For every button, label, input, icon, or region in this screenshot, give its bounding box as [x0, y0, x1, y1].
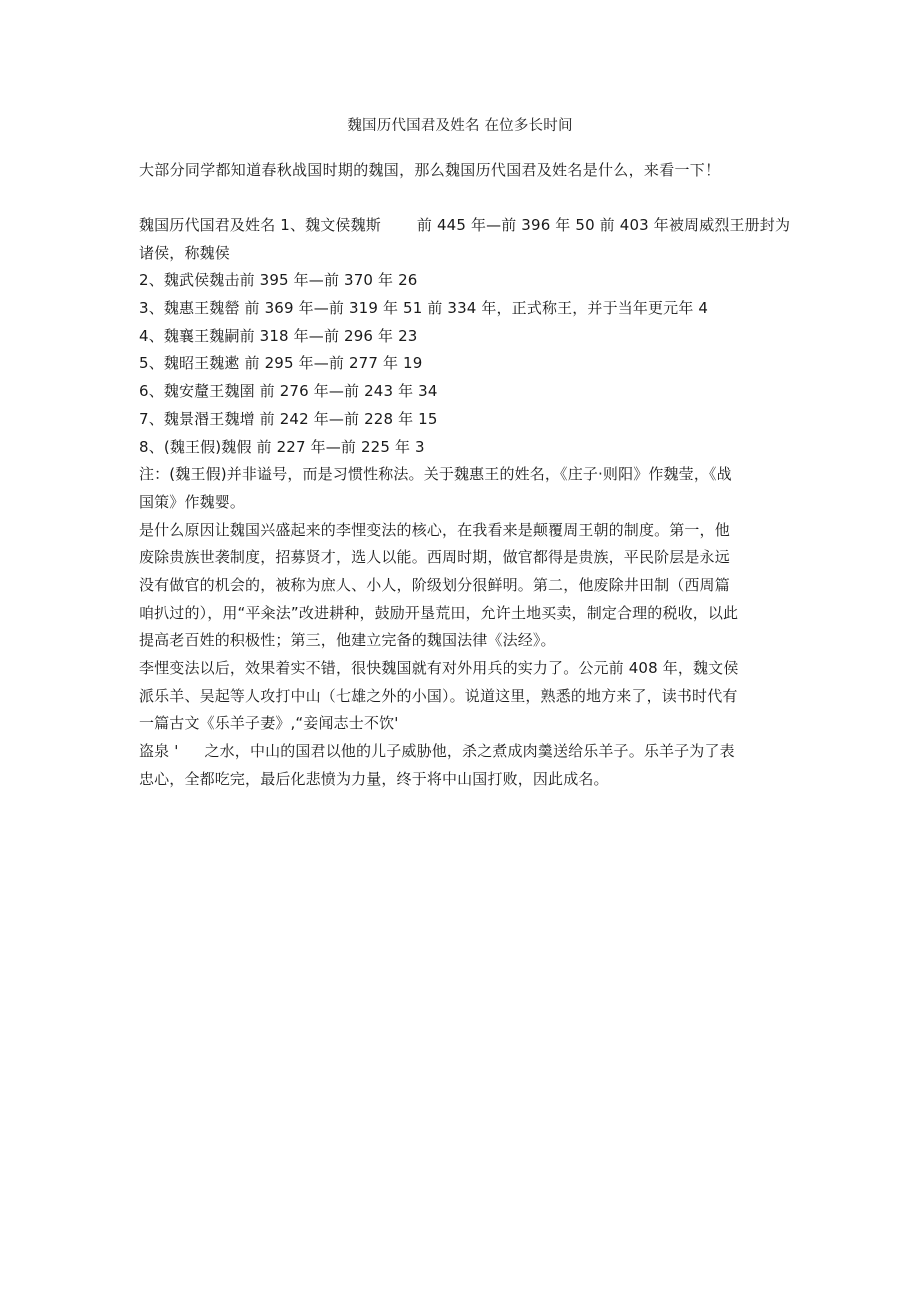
reform-paragraph-line-4: 咱扒过的），用“平籴法”改进耕种，鼓励开垦荒田，允许土地买卖，制定合理的税收，以此: [139, 603, 739, 622]
intro-paragraph: 大部分同学都知道春秋战国时期的魏国，那么魏国历代国君及姓名是什么，来看一下！: [139, 161, 721, 179]
ruler-line-4: 4、魏襄王魏嗣前 318 年—前 296 年 23: [139, 326, 418, 345]
story-line-4-start: 盗泉 ': [139, 742, 179, 761]
story-paragraph-line-2: 派乐羊、吴起等人攻打中山（七雄之外的小国）。说道这里，熟悉的地方来了，读书时代有: [139, 686, 738, 705]
ruler-line-7: 7、魏景湣王魏增 前 242 年—前 228 年 15: [139, 409, 438, 428]
ruler-line-1: [139, 212, 789, 240]
ruler-line-3: 3、魏惠王魏罃 前 369 年—前 319 年 51 前 334 年，正式称王，并于当年更元年 4: [139, 299, 709, 318]
ruler-line-6: 6、魏安釐王魏圉 前 276 年—前 243 年 34: [139, 382, 438, 401]
ruler-line-1-name: 魏国历代国君及姓名 1、魏文侯魏斯: [139, 216, 381, 234]
document-title: 魏国历代国君及姓名 在位多长时间: [347, 118, 573, 134]
ruler-line-1-reign: 前 445 年—前 396 年 50 前 403 年被周威烈王册封为: [416, 216, 791, 234]
ruler-line-2: 2、魏武侯魏击前 395 年—前 370 年 26: [139, 271, 418, 290]
story-paragraph-line-3: 一篇古文《乐羊子妻》,“妾闻志士不饮': [139, 714, 399, 733]
note-line-1: 注：(魏王假)并非谥号，而是习惯性称法。关于魏惠王的姓名，《庄子·则阳》作魏莹，《战: [139, 465, 732, 484]
document-body: [139, 212, 789, 793]
reform-paragraph-line-3: 没有做官的机会的，被称为庶人、小人，阶级划分很鲜明。第二，他废除井田制（西周篇: [139, 575, 730, 594]
story-line-4-rest: 之水，中山的国君以他的儿子威胁他，杀之煮成肉羹送给乐羊子。乐羊子为了表: [204, 742, 735, 761]
reform-paragraph-line-5: 提高老百姓的积极性；第三，他建立完备的魏国法律《法经》。: [139, 631, 556, 650]
ruler-line-1-cont: 诸侯，称魏侯: [139, 243, 230, 262]
story-paragraph-line-1: 李悝变法以后，效果着实不错，很快魏国就有对外用兵的实力了。公元前 408 年，魏文侯: [139, 659, 739, 677]
ruler-line-5: 5、魏昭王魏遬 前 295 年—前 277 年 19: [139, 354, 423, 373]
ruler-line-8: 8、(魏王假)魏假 前 227 年—前 225 年 3: [139, 437, 425, 456]
story-paragraph-line-4: [139, 738, 789, 766]
story-paragraph-line-5: 忠心，全都吃完，最后化悲愤为力量，终于将中山国打败，因此成名。: [139, 769, 609, 788]
note-line-2: 国策》作魏婴。: [139, 492, 246, 511]
reform-paragraph-line-1: 是什么原因让魏国兴盛起来的李悝变法的核心，在我看来是颠覆周王朝的制度。第一，他: [139, 520, 730, 539]
reform-paragraph-line-2: 废除贵族世袭制度，招募贤才，选人以能。西周时期，做官都得是贵族，平民阶层是永远: [139, 548, 730, 567]
